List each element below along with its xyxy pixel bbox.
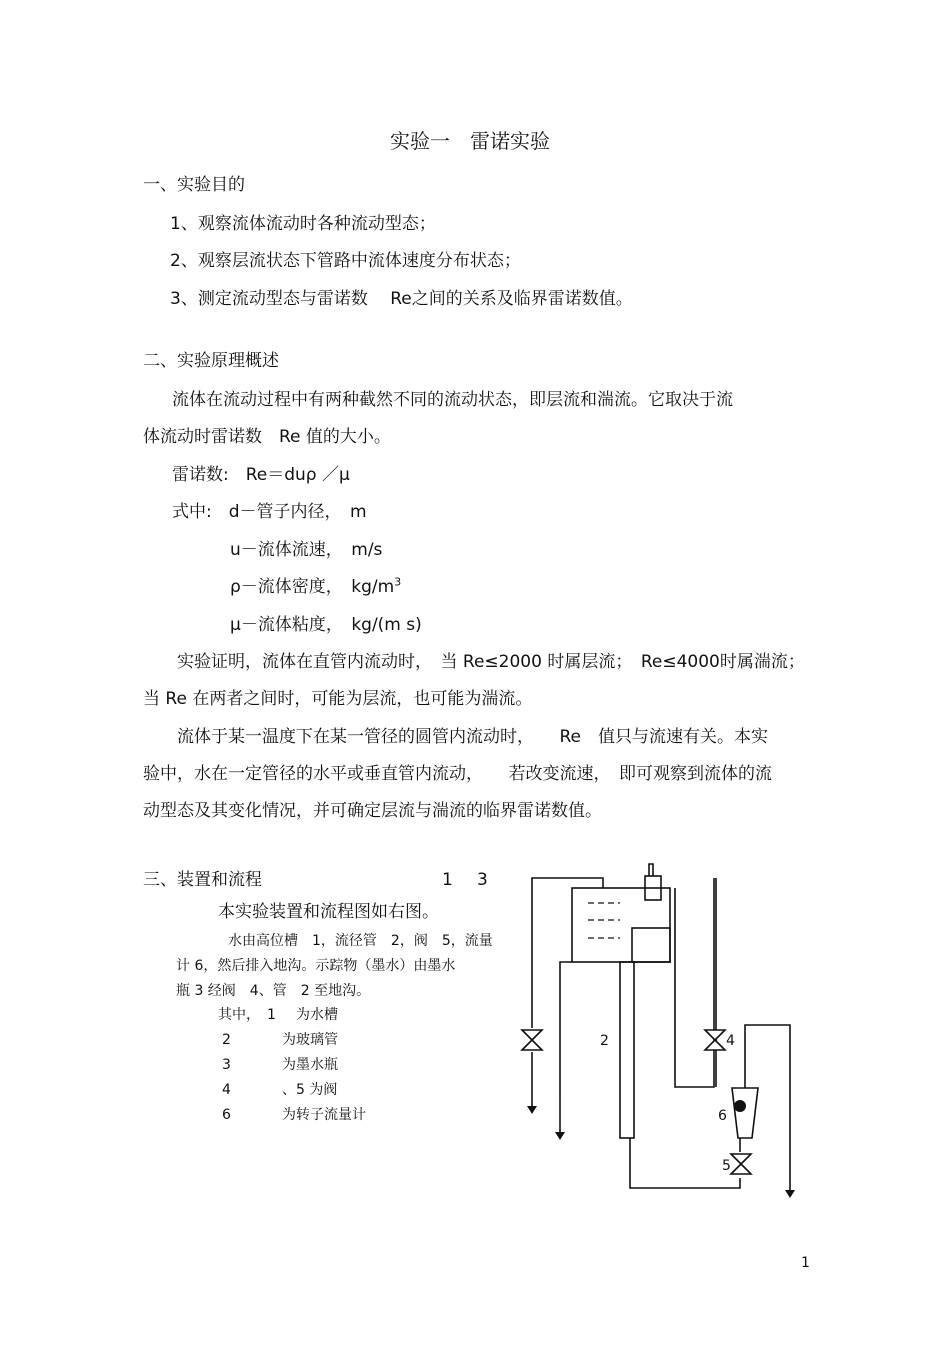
legend-num-5: 6 [222,1107,231,1123]
diagram-label-6: 6 [718,1108,727,1124]
rotameter-inlet [745,1025,790,1190]
drain-arrow-right [785,1190,795,1198]
legend-text-2: 为玻璃管 [282,1032,338,1048]
objective-item-1: 1、观察流体流动时各种流动型态； [170,214,436,234]
legend-text-1: 为水槽 [296,1007,338,1023]
definition-u: u－流体流速， m/s [230,540,383,560]
principle-para-3a: 流体于某一温度下在某一管径的圆管内流动时， Re 值只与流速有关。本实 [177,727,769,747]
setup-desc-3: 瓶 3 经阀 4、管 2 至地沟。 [176,983,371,999]
setup-intro: 本实验装置和流程图如右图。 [218,902,439,922]
principle-para-2a: 实验证明，流体在直管内流动时， 当 Re≤2000 时属层流； Re≤4000时属湍流； [177,652,805,672]
drain-arrow-middle [555,1132,565,1140]
ink-bottle-neck [649,864,653,876]
diagram-label-1: 1 [442,870,453,890]
section-3-heading: 三、装置和流程 [143,870,262,890]
apparatus-diagram [500,850,820,1220]
glass-tube-inlet-block [632,928,670,962]
setup-desc-1: 水由高位槽 1，流径管 2，阀 5，流量 [228,933,493,949]
objective-item-2: 2、观察层流状态下管路中流体速度分布状态； [170,251,521,271]
bottom-line [630,1138,740,1188]
ink-line [675,878,714,1087]
principle-para-1a: 流体在流动过程中有两种截然不同的流动状态，即层流和湍流。它取决于流 [172,390,733,410]
glass-tube [620,962,634,1138]
legend-text-3: 为墨水瓶 [282,1057,338,1073]
valve-5 [731,1154,751,1174]
water-tank [572,888,670,962]
legend-num-1: 其中， 1 [218,1007,276,1023]
legend-num-4: 4 [222,1082,231,1098]
superscript-3: 3 [394,575,402,589]
legend-text-4: 、5 为阀 [282,1082,338,1098]
legend-num-2: 2 [222,1032,231,1048]
inlet-pipe [532,878,603,1028]
principle-para-1b: 体流动时雷诺数 Re 值的大小。 [143,427,391,447]
diagram-label-4: 4 [726,1033,735,1049]
diagram-label-5: 5 [722,1158,731,1174]
setup-desc-2: 计 6，然后排入地沟。示踪物（墨水）由墨水 [176,958,456,974]
valve-4 [705,1030,725,1050]
principle-para-3b: 验中，水在一定管径的水平或垂直管内流动， 若改变流速， 即可观察到流体的流 [143,764,772,784]
diagram-label-3: 3 [477,870,488,890]
drain-arrow-left [527,1106,537,1114]
reynolds-formula: 雷诺数: Re＝duρ ／μ [172,465,350,485]
page-number: 1 [801,1255,810,1271]
rotameter [732,1088,758,1138]
legend-text-5: 为转子流量计 [282,1107,366,1123]
section-1-heading: 一、实验目的 [143,175,245,195]
definition-mu: μ－流体粘度， kg/(m s) [230,615,422,635]
rotor-float [734,1100,746,1112]
page-title: 实验一 雷诺实验 [390,129,550,153]
definition-d: 式中: d－管子内径， m [172,502,367,522]
diagram-label-2: 2 [600,1033,609,1049]
definition-rho-text: ρ－流体密度， kg/m [230,577,395,597]
valve-left [522,1030,542,1050]
principle-para-2b: 当 Re 在两者之间时，可能为层流，也可能为湍流。 [143,689,533,709]
section-2-heading: 二、实验原理概述 [143,351,279,371]
overflow-pipe [560,962,572,1097]
legend-num-3: 3 [222,1057,231,1073]
definition-rho [230,576,401,598]
objective-item-3: 3、测定流动型态与雷诺数 Re之间的关系及临界雷诺数值。 [170,289,633,309]
principle-para-3c: 动型态及其变化情况，并可确定层流与湍流的临界雷诺数值。 [143,801,602,821]
